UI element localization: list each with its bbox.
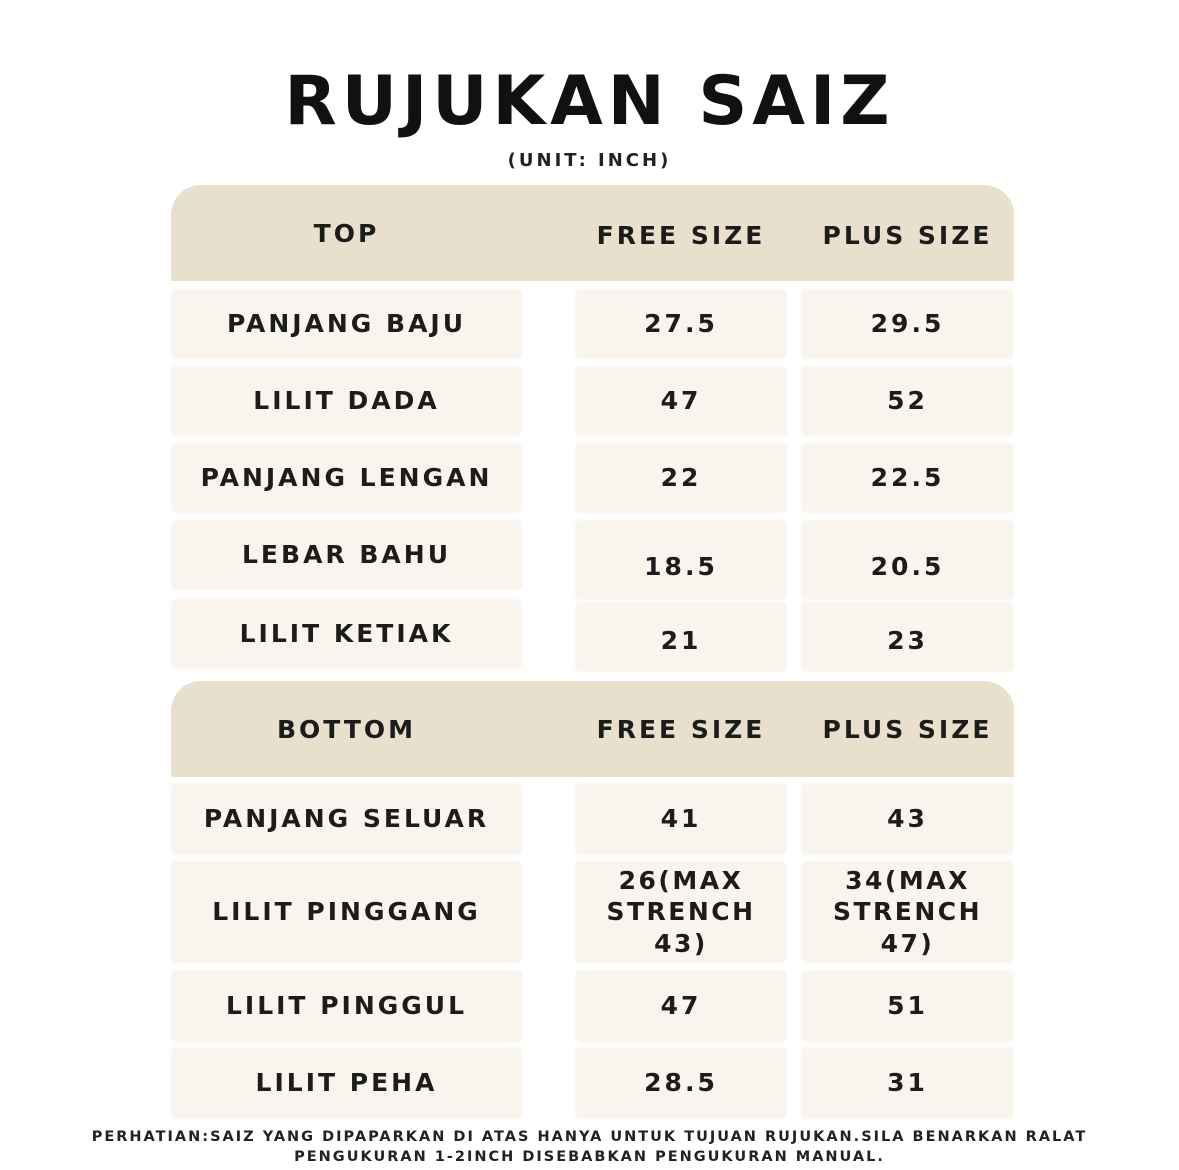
top-row-plus-size: 23 <box>802 603 1013 671</box>
bottom-row-free-size: 47 <box>576 971 786 1041</box>
top-header-free-size: FREE SIZE <box>596 220 766 250</box>
bottom-row-free-size: 41 <box>576 784 786 854</box>
top-row-plus-size: 52 <box>802 367 1013 435</box>
unit-subtitle: (UNIT: INCH) <box>507 150 672 171</box>
bottom-row-label: PANJANG SELUAR <box>172 784 521 854</box>
bottom-row-label: LILIT PINGGUL <box>172 971 521 1041</box>
top-header-label: TOP <box>313 218 380 248</box>
top-row-plus-size: 29.5 <box>802 290 1013 358</box>
bottom-row-label: LILIT PEHA <box>172 1048 521 1118</box>
bottom-row-plus-size: 34(MAX STRENCH 47) <box>802 862 1013 962</box>
bottom-row-plus-size: 31 <box>802 1048 1013 1118</box>
disclaimer-note: PERHATIAN:SAIZ YANG DIPAPARKAN DI ATAS HANYA UNTUK TUJUAN RUJUKAN.SILA BENARKAN RALAT PENGUKURAN 1-2INCH DISEBABKAN PENGUKURAN MANUAL. <box>91 1129 1088 1165</box>
bottom-header-label: BOTTOM <box>276 714 417 744</box>
top-row-free-size: 47 <box>576 367 786 435</box>
top-row-label: LILIT DADA <box>172 367 521 435</box>
page-title: RUJUKAN SAIZ <box>284 62 895 141</box>
bottom-row-plus-size: 51 <box>802 971 1013 1041</box>
top-row-plus-size: 22.5 <box>802 444 1013 512</box>
top-row-free-size: 21 <box>576 603 786 671</box>
top-row-label: PANJANG BAJU <box>172 290 521 358</box>
bottom-row-free-size: 28.5 <box>576 1048 786 1118</box>
top-row-free-size: 27.5 <box>576 290 786 358</box>
top-row-free-size: 22 <box>576 444 786 512</box>
bottom-header-free-size: FREE SIZE <box>596 714 766 744</box>
top-row-free-size: 18.5 <box>576 521 786 599</box>
top-header-plus-size: PLUS SIZE <box>822 220 993 250</box>
bottom-row-label: LILIT PINGGANG <box>172 862 521 962</box>
top-row-label: PANJANG LENGAN <box>172 444 521 512</box>
top-row-label: LEBAR BAHU <box>172 521 521 589</box>
bottom-row-free-size: 26(MAX STRENCH 43) <box>576 862 786 962</box>
top-row-plus-size: 20.5 <box>802 521 1013 599</box>
bottom-row-plus-size: 43 <box>802 784 1013 854</box>
bottom-header-plus-size: PLUS SIZE <box>822 714 993 744</box>
top-row-label: LILIT KETIAK <box>172 600 521 668</box>
